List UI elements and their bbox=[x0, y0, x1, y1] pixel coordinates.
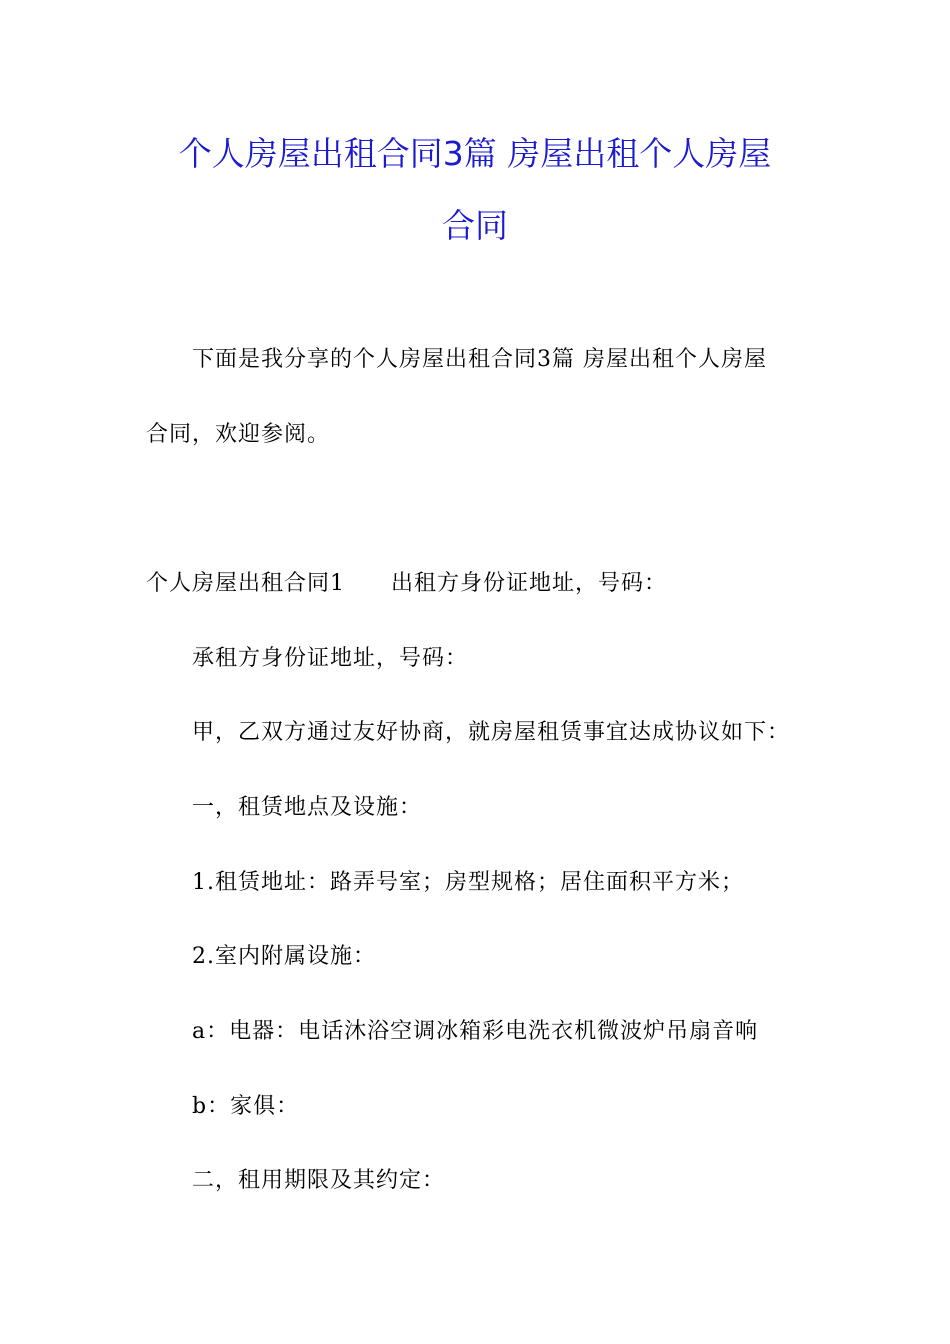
intro-paragraph-line-2: 合同，欢迎参阅。 bbox=[146, 422, 331, 447]
section-2-heading: 二，租用期限及其约定： bbox=[192, 1168, 446, 1193]
section-1-heading: 一，租赁地点及设施： bbox=[192, 795, 423, 820]
item-2-facilities: 2.室内附属设施： bbox=[192, 944, 376, 969]
tenant-id-line: 承租方身份证地址，号码： bbox=[192, 646, 469, 671]
contract-heading: 个人房屋出租合同1 出租方身份证地址，号码： bbox=[146, 571, 667, 596]
intro-paragraph-line-1: 下面是我分享的个人房屋出租合同3篇 房屋出租个人房屋 bbox=[192, 347, 767, 372]
document-title-line-1: 个人房屋出租合同3篇 房屋出租个人房屋 bbox=[178, 134, 772, 173]
item-a-appliances: a：电器：电话沐浴空调冰箱彩电洗衣机微波炉吊扇音响 bbox=[192, 1019, 759, 1044]
item-1-address: 1.租赁地址：路弄号室；房型规格；居住面积平方米； bbox=[192, 870, 744, 895]
document-title-line-2: 合同 bbox=[442, 206, 508, 245]
agreement-line: 甲，乙双方通过友好协商，就房屋租赁事宜达成协议如下： bbox=[192, 720, 791, 745]
item-b-furniture: b：家俱： bbox=[192, 1094, 300, 1119]
